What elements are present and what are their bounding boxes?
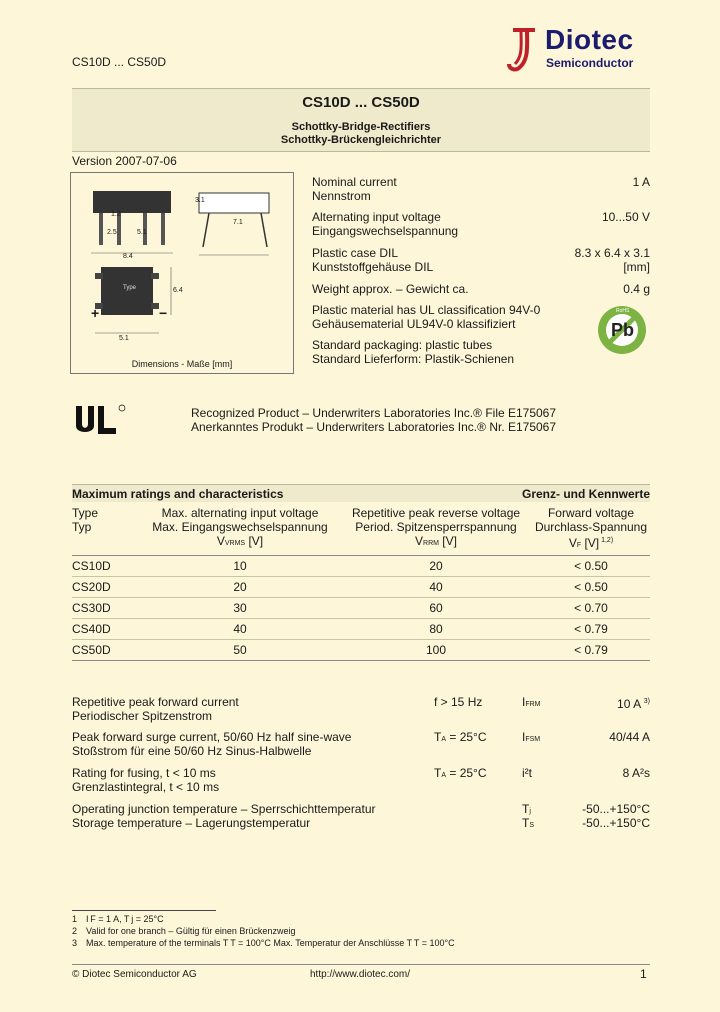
dimension-caption: Dimensions - Maße [mm] [131,359,233,369]
subtitle-en: Schottky-Bridge-Rectifiers [291,121,431,133]
table-row: CS40D 40 80 < 0.79 [72,619,650,640]
param-fsm: Peak forward surge current, 50/60 Hz half sine-wave Stoßstrom für eine 50/60 Hz Sinus-Halbwelle TA = 25°C IFSM 40/44 A [72,730,650,758]
dim-label: 6.4 [173,287,183,294]
page-title: CS10D ... CS50D [302,94,420,111]
ul-recognition-text [191,406,556,434]
table-row: CS10D 10 20 < 0.50 [72,556,650,577]
header-part-range: CS10D ... CS50D [72,55,167,69]
spec-ul-material: Plastic material has UL classification 94V-0 Gehäusematerial UL94V-0 klassifiziert [312,303,541,331]
plus-terminal-label: + [91,305,100,321]
package-drawing-icon [71,173,293,353]
table-row: CS30D 30 60 < 0.70 [72,598,650,619]
page-number: 1 [640,967,647,981]
footnote: 2 Valid for one branch – Gültig für einen Brückenzweig [72,926,296,936]
spec-case: Plastic case DIL Kunststoffgehäuse DIL 8.3 x 6.4 x 3.1 [mm] [312,246,650,274]
ratings-table [72,506,650,661]
footer-copyright: © Diotec Semiconductor AG [72,969,197,980]
param-ts: Storage temperature – Lagerungstemperatur TS -50...+150°C [72,816,650,830]
dim-label: 3.1 [195,197,205,204]
spec-weight: Weight approx. – Gewicht ca. 0.4 g [312,282,650,296]
version-label: Version 2007-07-06 [72,154,177,168]
pb-free-badge [596,304,648,356]
ul-line-de: Anerkanntes Produkt – Underwriters Laboratories Inc.® Nr. E175067 [191,420,557,434]
table-row: CS20D 20 40 < 0.50 [72,577,650,598]
dim-label: 5.1 [119,335,129,342]
dim-label: 5.1 [137,229,147,236]
footnote: 3 Max. temperature of the terminals T T = 100°C Max. Temperatur der Anschlüsse T T = 100°C [72,938,455,948]
dim-label: 8.4 [123,253,133,260]
footer-divider [72,964,650,965]
footnote-divider [72,910,216,911]
table-row: CS50D 50 100 < 0.79 [72,640,650,661]
pb-ring-text: RoHS [616,308,630,314]
dim-label: 1.2 [111,211,121,218]
col-header-vrms: Max. alternating input voltage Max. Eingangswechselspannung VVRMS [V] [152,506,328,548]
section-title-de: Grenz- und Kennwerte [521,487,650,501]
param-frm: Repetitive peak forward current Periodischer Spitzenstrom f > 15 Hz IFRM 10 A $^{3)}$ [72,695,650,723]
section-title-en: Maximum ratings and characteristics [72,487,284,501]
col-header-type: Type Typ [72,506,99,534]
ratings-section-header [72,484,650,502]
spec-input-voltage: Alternating input voltage Eingangswechselspannung 10...50 V [312,210,650,238]
chip-type-label: Type [123,285,137,291]
col-header-vrrm: Repetitive peak reverse voltage Period. Spitzensperrspannung VRRM [V] [351,506,521,548]
subtitle-de: Schottky-Brückengleichrichter [280,134,442,146]
param-tj: Operating junction temperature – Sperrschichttemperatur Tj -50...+150°C [72,802,650,816]
spec-nominal-current: Nominal current Nennstrom 1 A [312,175,650,203]
dim-label: 2.5 [107,229,117,236]
spec-packaging: Standard packaging: plastic tubes Standard Lieferform: Plastik-Schienen [312,338,515,366]
logo-subtitle: Semiconductor [546,56,634,70]
minus-terminal-label: − [159,305,168,321]
param-i2t: Rating for fusing, t < 10 ms Grenzlastintegral, t < 10 ms TA = 25°C i²t 8 A²s [72,766,650,794]
col-header-vf: Forward voltage Durchlass-Spannung VF [V] $^{1,2)}$ [534,506,648,550]
diotec-logo-icon [505,26,545,72]
logo-name: Diotec [545,24,634,55]
dim-label: 7.1 [233,219,243,226]
dimension-drawing [70,172,294,374]
ul-logo [72,404,128,436]
title-box [72,88,650,152]
table-header-row [72,506,650,556]
footnote: 1 I F = 1 A, T j = 25°C [72,914,164,924]
pb-text: Pb [611,320,635,340]
ul-recognized-icon [72,404,128,436]
footer-website-link[interactable]: http://www.diotec.com/ [310,969,411,980]
ul-line-en: Recognized Product – Underwriters Laboratories Inc.® File E175067 [191,406,557,420]
diotec-logo [505,26,655,72]
